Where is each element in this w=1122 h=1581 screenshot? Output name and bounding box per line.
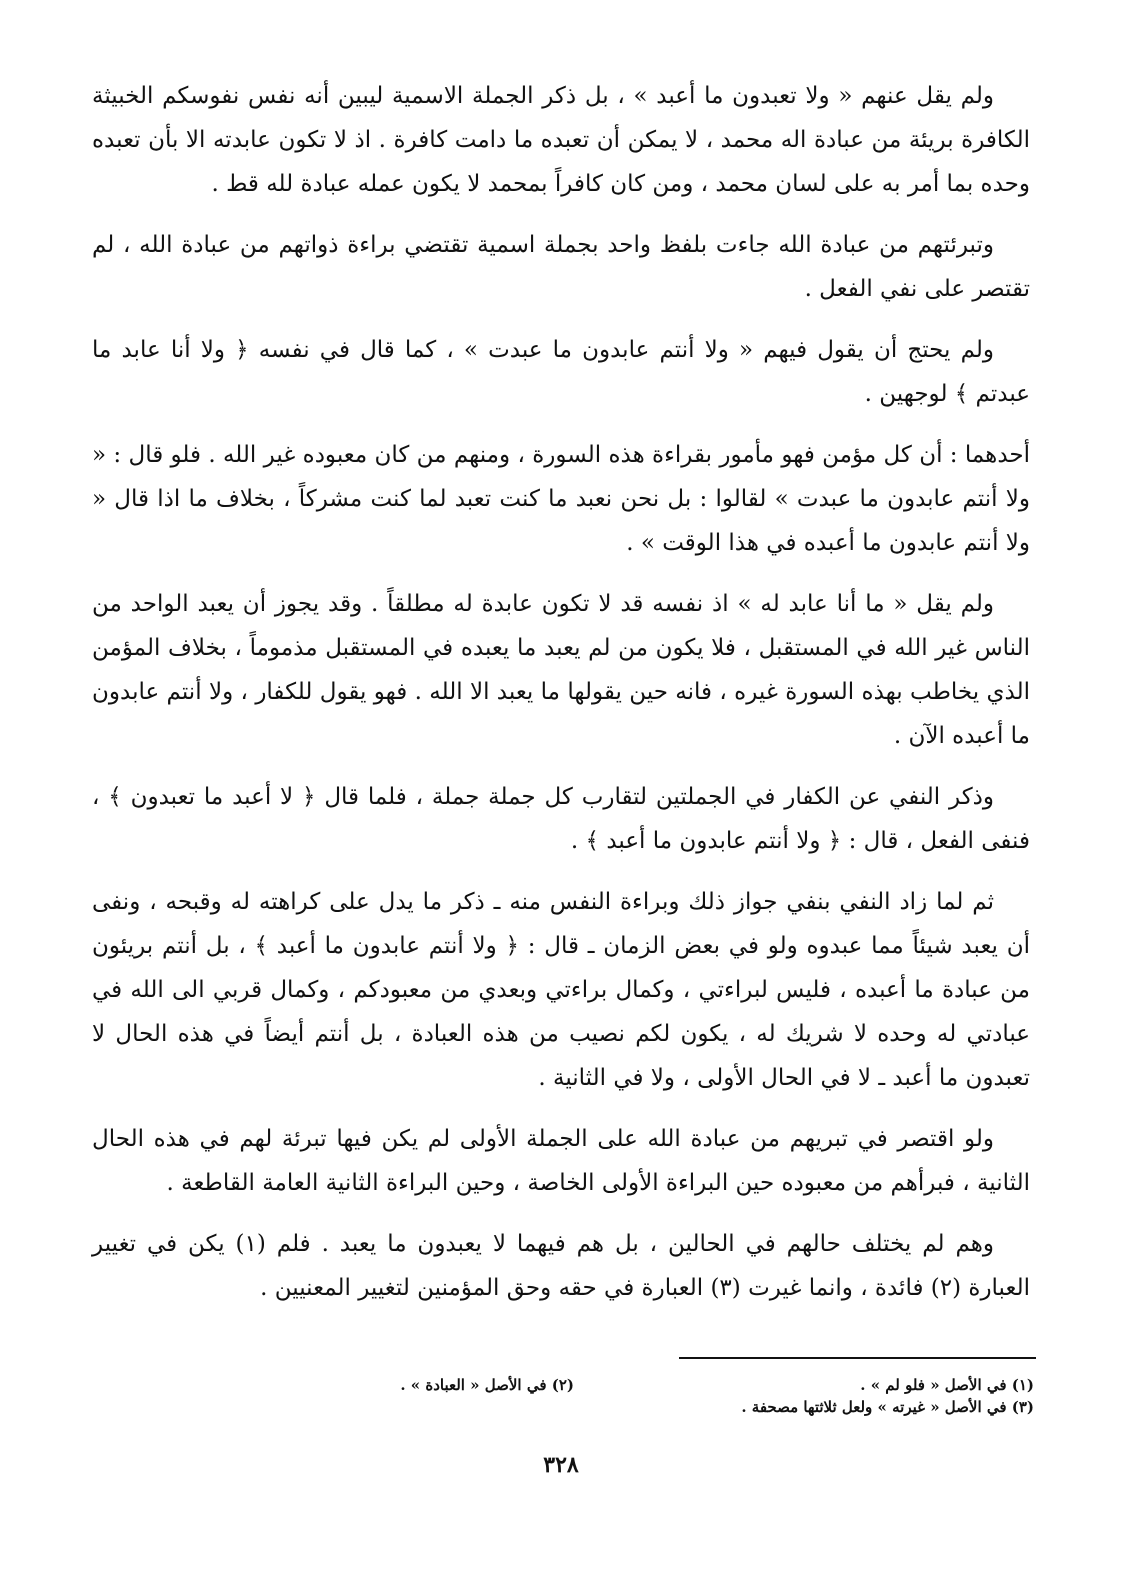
footnote-row bbox=[92, 1396, 1034, 1418]
paragraph: ولم يقل « ما أنا عابد له » اذ نفسه قد لا تكون عابدة له مطلقاً . وقد يجوز أن يعبد الواحد من الناس غير الله في المستقبل ، فلا يكون من لم يعبد ما يعبده في المستقبل مذموماً ، بخلاف المؤمن الذي يخاطب بهذه السورة غيره ، فانه حين يقولها ما يعبد الا الله . فهو يقول للكفار ، ولا أنتم عابدون ما أعبده الآن . bbox=[92, 591, 1030, 749]
paragraph: ولو اقتصر في تبريهم من عبادة الله على الجملة الأولى لم يكن فيها تبرئة لهم في هذه الحال الثانية ، فبرأهم من معبوده حين البراءة الأولى الخاصة ، وحين البراءة الثانية العامة القاطعة . bbox=[92, 1126, 1030, 1196]
paragraph: ولم يحتج أن يقول فيهم « ولا أنتم عابدون ما عبدت » ، كما قال في نفسه ﴿ ولا أنا عابد ما عبدتم ﴾ لوجهين . bbox=[92, 337, 1030, 407]
paragraph: ولم يقل عنهم « ولا تعبدون ما أعبد » ، بل ذكر الجملة الاسمية ليبين أنه نفس نفوسكم الخبيثة الكافرة بريئة من عبادة اله محمد ، لا يمكن أن تعبده ما دامت كافرة . اذ لا تكون عابدته الا بأن تعبده وحده بما أمر به على لسان محمد ، ومن كان كافراً بمحمد لا يكون عمله عبادة لله قط . bbox=[92, 83, 1030, 197]
footnote-2: (٢) في الأصل « العبادة » . bbox=[400, 1376, 574, 1394]
page-number: ٣٢٨ bbox=[543, 1452, 579, 1478]
paragraph: وذكر النفي عن الكفار في الجملتين لتقارب كل جملة جملة ، فلما قال ﴿ لا أعبد ما تعبدون ﴾ ، فنفى الفعل ، قال : ﴿ ولا أنتم عابدون ما أعبد ﴾ . bbox=[92, 784, 1030, 854]
footnote-divider bbox=[679, 1357, 1036, 1359]
paragraph: وتبرئتهم من عبادة الله جاءت بلفظ واحد بجملة اسمية تقتضي براءة ذواتهم من عبادة الله ، لم تقتصر على نفي الفعل . bbox=[92, 232, 1030, 302]
footnote-row bbox=[92, 1374, 1034, 1396]
footnote-3: (٣) في الأصل « غيرته » ولعل ثلاثتها مصحفة . bbox=[741, 1398, 1034, 1416]
main-text bbox=[92, 74, 1030, 1310]
paragraph: ثم لما زاد النفي بنفي جواز ذلك وبراءة النفس منه ـ ذكر ما يدل على كراهته له وقبحه ، ونفى أن يعبد شيئاً مما عبدوه ولو في بعض الزمان ـ قال : ﴿ ولا أنتم عابدون ما أعبد ﴾ ، بل أنتم بريئون من عبادة ما أعبده ، فليس لبراءتي ، وكمال براءتي وبعدي من معبودكم ، وكمال قربي الى الله في عبادتي له وحده لا شريك له ، يكون لكم نصيب من هذه العبادة ، بل أنتم أيضاً في هذه الحال لا تعبدون ما أعبد ـ لا في الحال الأولى ، ولا في الثانية . bbox=[92, 889, 1030, 1091]
paragraph: أحدهما : أن كل مؤمن فهو مأمور بقراءة هذه السورة ، ومنهم من كان معبوده غير الله . فلو قال : « ولا أنتم عابدون ما عبدت » لقالوا : بل نحن نعبد ما كنت تعبد لما كنت مشركاً ، بخلاف ما اذا قال « ولا أنتم عابدون ما أعبده في هذا الوقت » . bbox=[92, 442, 1030, 556]
paragraph: وهم لم يختلف حالهم في الحالين ، بل هم فيهما لا يعبدون ما يعبد . فلم (١) يكن في تغيير العبارة (٢) فائدة ، وانما غيرت (٣) العبارة في حقه وحق المؤمنين لتغيير المعنيين . bbox=[92, 1231, 1030, 1301]
footnotes bbox=[92, 1374, 1034, 1418]
footnote-1: (١) في الأصل « فلو لم » . bbox=[860, 1376, 1034, 1394]
